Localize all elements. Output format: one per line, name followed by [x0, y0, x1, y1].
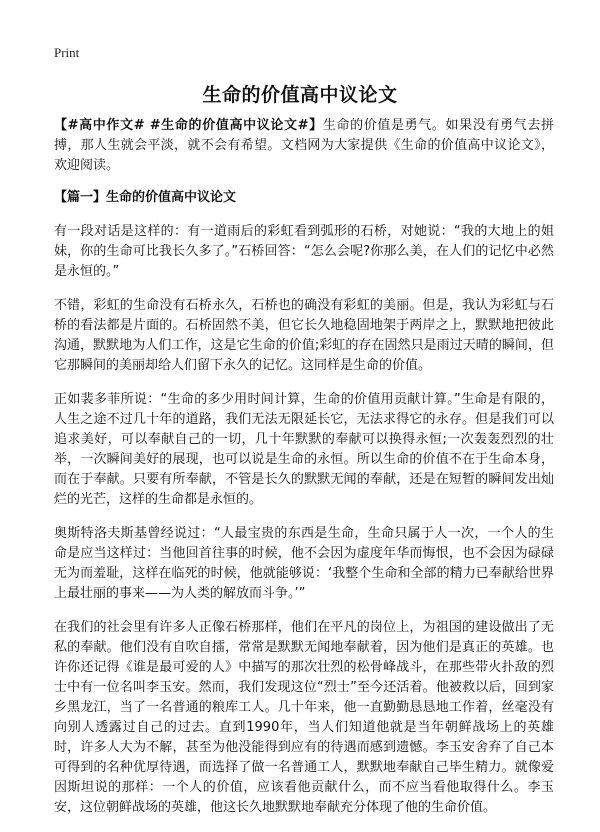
section-title: 生命的价值高中议论文: [106, 190, 237, 205]
intro-tags: 【#高中作文# #生命的价值高中议论文#】: [54, 118, 323, 133]
intro-text: 生命的价值是勇气。如果没有勇气去拼搏，那人生就会平淡，就不会有希望。文档网为大家提供《生命的价值高中议论文》，欢迎阅读。: [54, 118, 554, 173]
body-paragraph-1: 有一段对话是这样的：有一道雨后的彩虹看到弧形的石桥，对她说：“我的大地上的姐妹，你的生命可比我长久多了。”石桥回答：“怎么会呢?你那么美，在人们的记忆中必然是永恒的。”: [54, 224, 554, 279]
section-marker: 【篇一】: [54, 190, 107, 205]
article-body: [54, 116, 554, 832]
body-paragraph-2: 不错，彩虹的生命没有石桥永久，石桥也的确没有彩虹的美丽。但是，我认为彩虹与石桥的看法都是片面的。石桥固然不美，但它长久地稳固地架于两岸之上，默默地把彼此沟通，默默地为人们工作，这是它生命的价值;彩虹的存在固然只是雨过天晴的瞬间，但它那瞬间的美丽却给人们留下永久的记忆。这同样是生命的价值。: [54, 298, 554, 373]
body-paragraph-3: 正如裴多菲所说：“生命的多少用时间计算，生命的价值用贡献计算。”生命是有限的，人生之途不过几十年的道路，我们无法无限延长它，无法求得它的永存。但是我们可以追求美好，可以奉献自己的一切，几十年默默的奉献可以换得永恒;一次轰轰烈烈的壮举，一次瞬间美好的展现，也可以说是生命的永恒。所以生命的价值不在于生命本身，而在于奉献。只要有所奉献，不管是长久的默默无闻的奉献，还是在短暂的瞬间发出灿烂的光芒，这样的生命都是永恒的。: [54, 392, 554, 507]
body-paragraph-4: 奥斯特洛夫斯基曾经说过：“人最宝贵的东西是生命，生命只属于人一次，一个人的生命是应当这样过：当他回首往事的时候，他不会因为虚度年华而悔恨，也不会因为碌碌无为而羞耻，这样在临死的时候，他就能够说：‘我整个生命和全部的精力已奉献给世界上最壮丽的事来——为人类的解放而斗争。’”: [54, 526, 554, 601]
page-title: 生命的价值高中议论文: [202, 84, 398, 106]
body-paragraph-5: 在我们的社会里有许多人正像石桥那样，他们在平凡的岗位上，为祖国的建设做出了无私的奉献。他们没有自吹自擂，常常是默默无闻地奉献着，因为他们是真正的英雄。也许你还记得《谁是最可爱的人》中描写的那次壮烈的松骨峰战斗，在那些带火扑敌的烈士中有一位名叫李玉安。然而，我们发现这位“烈士”至今还活着。他被救以后，回到家乡黑龙江，当了一名普通的粮库工人。几十年来，他一直勤勤恳恳地工作着，丝毫没有向别人透露过自己的过去。直到1990年，当人们知道他就是当年朝鲜战场上的英雄时，许多人大为不解，甚至为他没能得到应有的待遇而感到遗憾。李玉安舍弃了自己本可得到的名种优厚待遇，而选择了做一名普通工人，默默地奉献自己毕生精力。就像爱因斯坦说的那样：一个人的价值，应该看他贡献什么，而不应当看他取得什么。李玉安，这位朝鲜战场的英雄，他这长久地默默地奉献充分体现了他的生命价值。: [54, 620, 554, 815]
intro-paragraph: [54, 116, 554, 176]
print-link[interactable]: Print: [54, 45, 80, 60]
section-heading: [54, 188, 554, 208]
